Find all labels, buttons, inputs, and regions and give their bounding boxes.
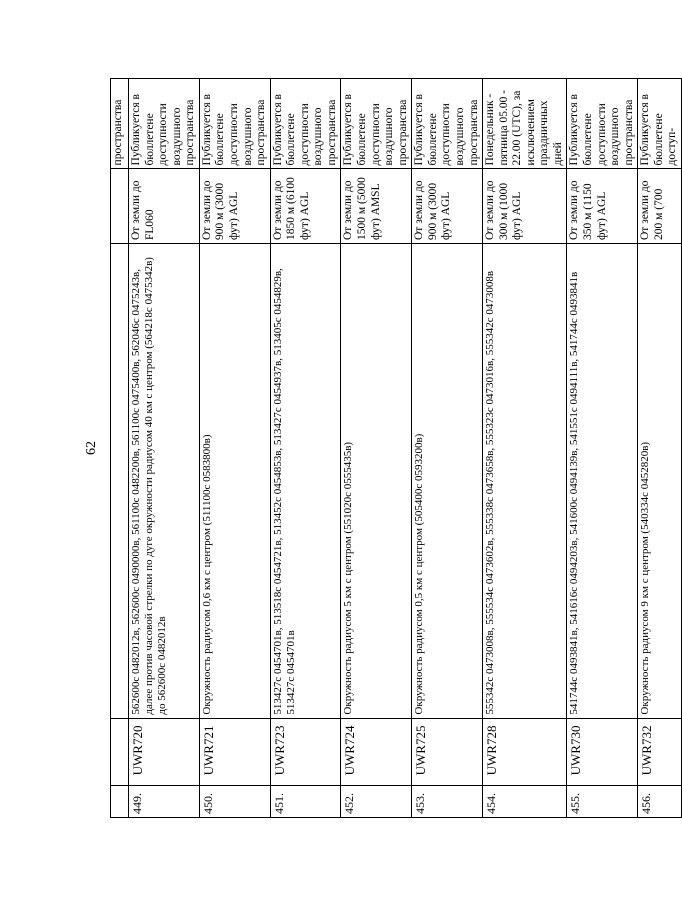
cell-num: 451. [270,786,341,818]
cell-note: Публикуется в бюллетене доступ- [638,79,682,169]
cell-alt: От земли до FL060 [129,169,200,244]
cell-note: Публикуется в бюллетене доступности воздушного пространства [412,79,483,169]
cell-num: 450. [199,786,270,818]
cell-alt: От земли до 350 м (1150 фут) AGL [567,169,638,244]
cell-alt: От земли до 1850 м (6100 фут) AGL [270,169,341,244]
cell-note: пространства [111,79,129,169]
cell-code: UWR730 [567,718,638,786]
cell-code: UWR725 [412,718,483,786]
cell-desc: Окружность радиусом 5 км с центром (551020с 0555435в) [341,244,412,719]
cell-desc: 562600с 0482012в, 562600с 0490000в, 561100с 0482200в, 561100с 0475400в, 562046с 0475243в, далее против часовой стрелки по дуге окружности радиусом 40 км с центром (564218с 0475342в) до 562600с 0482012в [129,244,200,719]
table-row [341,79,412,818]
cell-code: UWR732 [638,718,682,786]
cell-alt [111,169,129,244]
cell-code: UWR728 [483,718,567,786]
cell-alt: От земли до 900 м (3000 фут) AGL [412,169,483,244]
cell-num: 449. [129,786,200,818]
cell-alt: От земли до 900 м (3000 фут) AGL [199,169,270,244]
table-row [199,79,270,818]
cell-code [111,718,129,786]
table-row [638,79,682,818]
cell-desc: 513427с 0454701в, 513518с 0454721в, 513452с 0454853в, 513427с 0454937в, 513405с 0454829в, 513427с 0454701в [270,244,341,719]
cell-note: Понедельник - пятница 05.00 - 22.00 (UTC), за исключением праздничных дней [483,79,567,169]
cell-num: 455. [567,786,638,818]
cell-desc: Окружность радиусом 0,6 км с центром (511100с 0583800в) [199,244,270,719]
cell-desc: 541744с 0493841в, 541616с 0494203в, 541600с 0494139в, 541551с 0494111в, 541744с 0493841в [567,244,638,719]
cell-num: 456. [638,786,682,818]
cell-note: Публикуется в бюллетене доступности воздушного пространства [567,79,638,169]
table-container [110,78,679,818]
cell-note: Публикуется в бюллетене доступности воздушного пространства [129,79,200,169]
cell-note: Публикуется в бюллетене доступности воздушного пространства [199,79,270,169]
table-row [412,79,483,818]
cell-code: UWR724 [341,718,412,786]
cell-code: UWR721 [199,718,270,786]
cell-desc: Окружность радиусом 0,5 км с центром (505400с 0593200в) [412,244,483,719]
table-row-continuation [111,79,129,818]
table-row [567,79,638,818]
cell-alt: От земли до 1500 м (5000 фут) AMSL [341,169,412,244]
cell-desc [111,244,129,719]
cell-num: 453. [412,786,483,818]
page-number: 62 [84,441,99,455]
cell-code: UWR723 [270,718,341,786]
cell-note: Публикуется в бюллетене доступности воздушного пространства [341,79,412,169]
table-row [270,79,341,818]
cell-alt: От земли до 300 м (1000 фут) AGL [483,169,567,244]
table-row [129,79,200,818]
cell-num: 452. [341,786,412,818]
cell-alt: От земли до 200 м (700 [638,169,682,244]
cell-desc: Окружность радиусом 9 км с центром (540334с 0452820в) [638,244,682,719]
table-row [483,79,567,818]
cell-num [111,786,129,818]
rotated-table-wrap [110,78,679,818]
cell-note: Публикуется в бюллетене доступности воздушного пространства [270,79,341,169]
cell-code: UWR720 [129,718,200,786]
airspace-table [110,78,682,818]
cell-num: 454. [483,786,567,818]
cell-desc: 555342с 0473008в, 555534с 0473602в, 555338с 0473658в, 555323с 0473016в, 555342с 0473008в [483,244,567,719]
